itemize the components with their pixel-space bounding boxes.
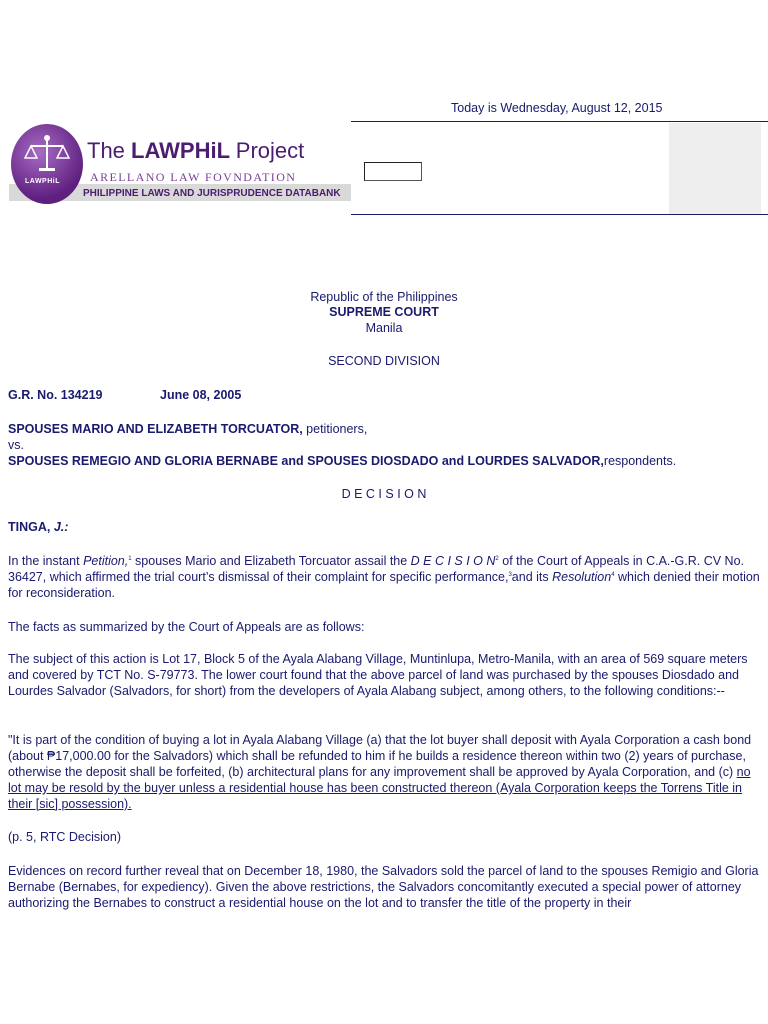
emblem-text: LAWPHiL [25, 178, 60, 185]
versus: vs. [8, 438, 24, 452]
scales-emblem-icon [11, 124, 83, 204]
paragraph-5-citation: (p. 5, RTC Decision) [8, 830, 121, 844]
current-date: Today is Wednesday, August 12, 2015 [451, 101, 663, 115]
division: SECOND DIVISION [328, 354, 440, 368]
search-input[interactable] [364, 162, 422, 181]
court-name: SUPREME COURT [329, 305, 439, 319]
gr-number: G.R. No. 134219 [8, 388, 103, 402]
paragraph-6: Evidences on record further reveal that on December 18, 1980, the Salvadors sold the parcel of land to the spouses Remigio and Gloria Bernabe (Bernabes, for expediency). Given the above restrictions, the Salvadors concomitantly executed a special power of attorney authorizing the Bernabes to construct a residential house on the lot and to transfer the title of the property in their [8, 864, 759, 910]
header-gray-panel [669, 123, 761, 215]
paragraph-4-quote: "It is part of the condition of buying a lot in Ayala Alabang Village (a) that the lot buyer shall deposit with Ayala Corporation a cash bond (about ₱17,000.00 for the Salvadors) which shall be refunded to him if he builds a residence thereon within two (2) years of purchase, otherwise the deposit shall be forfeited, (b) architectural plans for any improvement shall be approved by Ayala Corporation, and (c) no lot may be resold by the buyer unless a residential house has been constructed thereon (Ayala Corporation keeps the Torrens Title in their [sic] possession). [8, 733, 752, 811]
header-divider-bottom [351, 214, 768, 215]
court-city: Manila [365, 321, 403, 335]
republic-line: Republic of the Philippines [310, 290, 458, 304]
lawphil-logo[interactable] [9, 124, 351, 206]
header-divider-top [351, 121, 768, 122]
case-date: June 08, 2005 [160, 388, 242, 402]
paragraph-2: The facts as summarized by the Court of Appeals are as follows: [8, 620, 365, 634]
logo-band-text: PHILIPPINE LAWS AND JURISPRUDENCE DATABANK [83, 188, 341, 199]
petitioners-line: SPOUSES MARIO AND ELIZABETH TORCUATOR, petitioners, [8, 422, 368, 436]
footnote-3-link[interactable]: 3 [508, 571, 512, 578]
footnote-1-link[interactable]: 1 [128, 555, 132, 562]
footnote-2-link[interactable]: 2 [495, 555, 499, 562]
paragraph-1: In the instant Petition,$^1$ spouses Mario and Elizabeth Torcuator assail the D E C I S I O $N^2$ of the Court of Appeals in C.A.-G.R. CV No. 36427, which affirmed the trial court’s dismissal of their complaint for specific performance,$^3$and its Resolution$^4$ which denied their motion for reconsideration. [8, 554, 760, 600]
paragraph-3: The subject of this action is Lot 17, Block 5 of the Ayala Alabang Village, Muntinlupa, Metro-Manila, with an area of 569 square meters and covered by TCT No. S-79773. The lower court found that the above parcel of land was purchased by the spouses Diosdado and Lourdes Salvador (Salvadors, for short) from the developers of Ayala Alabang subject, among others, to the following conditions:-- [8, 652, 748, 698]
ponente: TINGA, J.: [8, 520, 69, 534]
logo-title: The LAWPHiL Project [87, 138, 305, 163]
logo-subtitle: ARELLANO LAW FOVNDATION [90, 170, 297, 184]
respondents-line: SPOUSES REMEGIO AND GLORIA BERNABE and SPOUSES DIOSDADO and LOURDES SALVADOR,respondents. [8, 454, 677, 468]
footnote-4-link[interactable]: 4 [611, 571, 615, 578]
decision-heading: D E C I S I O N [341, 487, 427, 501]
